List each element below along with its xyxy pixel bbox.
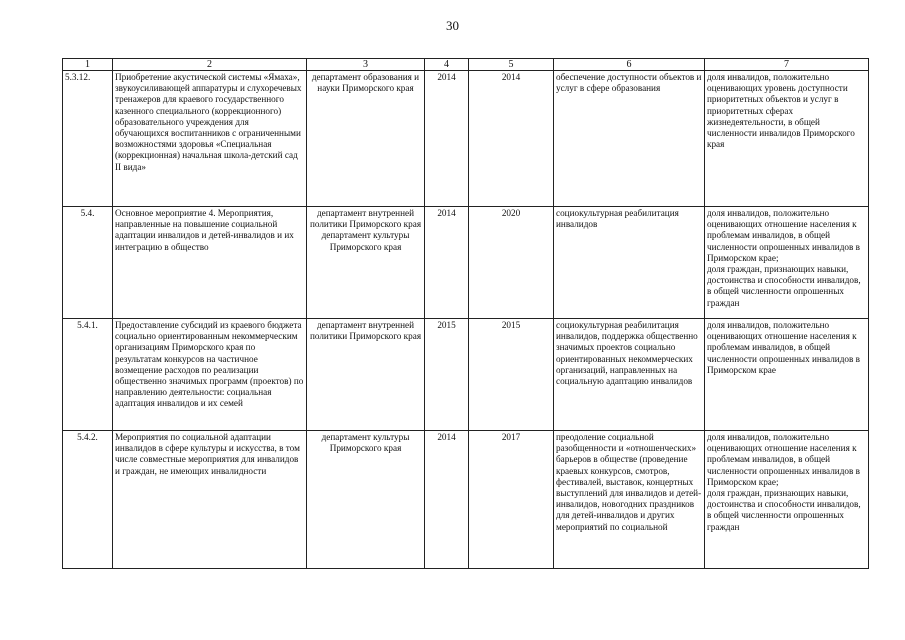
page-number: 30 — [446, 18, 459, 33]
executor: департамент внутренней политики Приморского края — [307, 319, 425, 431]
indicator: доля инвалидов, положительно оценивающих отношение населения к проблемам инвалидов, в общей численности опрошенных инвалидов в Приморском крае; доля граждан, признающих навыки, достоинства и способности инвалидов, в общей численности опрошенных граждан — [705, 431, 869, 569]
expected-result: социокультурная реабилитация инвалидов — [554, 207, 705, 319]
measure-name: Приобретение акустической системы «Ямаха», звукоусиливающей аппаратуры и слухоречевых тренажеров для краевого государственного казенного специального (коррекционного) образовательного учреждения для обучающихся воспитанников с ограниченными возможностями здоровья «Специальная (коррекционная) начальная школа-детский сад II вида» — [113, 71, 307, 207]
start-year: 2014 — [425, 207, 469, 319]
expected-result: социокультурная реабилитация инвалидов, поддержка общественно значимых проектов социально ориентированных некоммерческих организаций, направленных на социальную адаптацию инвалидов — [554, 319, 705, 431]
program-measures-table — [62, 58, 869, 569]
start-year: 2014 — [425, 71, 469, 207]
column-header: 1 — [63, 59, 113, 71]
end-year: 2014 — [469, 71, 554, 207]
table-row — [63, 431, 869, 569]
table-header-row — [63, 59, 869, 71]
measure-name: Основное мероприятие 4. Мероприятия, направленные на повышение социальной адаптации инвалидов и детей-инвалидов и их интеграцию в общество — [113, 207, 307, 319]
column-header: 6 — [554, 59, 705, 71]
end-year: 2017 — [469, 431, 554, 569]
indicator: доля инвалидов, положительно оценивающих уровень доступности приоритетных объектов и услуг в приоритетных сферах жизнедеятельности, в общей численности инвалидов Приморского края — [705, 71, 869, 207]
column-header: 3 — [307, 59, 425, 71]
table-row — [63, 319, 869, 431]
executor: департамент внутренней политики Приморского края департамент культуры Приморского края — [307, 207, 425, 319]
column-header: 2 — [113, 59, 307, 71]
measure-name: Предоставление субсидий из краевого бюджета социально ориентированным некоммерческим организациям Приморского края по результатам конкурсов на частичное возмещение расходов по реализации общественно значимых программ (проектов) по направлению деятельности: социальная адаптация инвалидов и их семей — [113, 319, 307, 431]
indicator: доля инвалидов, положительно оценивающих отношение населения к проблемам инвалидов, в общей численности опрошенных инвалидов в Приморском крае — [705, 319, 869, 431]
measure-name: Мероприятия по социальной адаптации инвалидов в сфере культуры и искусства, в том числе совместные мероприятия для инвалидов и граждан, не имеющих инвалидности — [113, 431, 307, 569]
column-header: 4 — [425, 59, 469, 71]
start-year: 2015 — [425, 319, 469, 431]
expected-result: преодоление социальной разобщенности и «отношенческих» барьеров в обществе (проведение краевых конкурсов, смотров, фестивалей, выставок, концертных выступлений для инвалидов и детей-инвалидов, новогодних праздников для детей-инвалидов и других мероприятий по социальной — [554, 431, 705, 569]
expected-result: обеспечение доступности объектов и услуг в сфере образования — [554, 71, 705, 207]
row-number: 5.4.1. — [63, 319, 113, 431]
executor: департамент образования и науки Приморского края — [307, 71, 425, 207]
executor: департамент культуры Приморского края — [307, 431, 425, 569]
end-year: 2020 — [469, 207, 554, 319]
row-number: 5.4.2. — [63, 431, 113, 569]
column-header: 7 — [705, 59, 869, 71]
end-year: 2015 — [469, 319, 554, 431]
indicator: доля инвалидов, положительно оценивающих отношение населения к проблемам инвалидов, в общей численности опрошенных инвалидов в Приморском крае; доля граждан, признающих навыки, достоинства и способности инвалидов, в общей численности опрошенных граждан — [705, 207, 869, 319]
row-number: 5.3.12. — [63, 71, 113, 207]
row-number: 5.4. — [63, 207, 113, 319]
table-row — [63, 207, 869, 319]
column-header: 5 — [469, 59, 554, 71]
table-row — [63, 71, 869, 207]
start-year: 2014 — [425, 431, 469, 569]
